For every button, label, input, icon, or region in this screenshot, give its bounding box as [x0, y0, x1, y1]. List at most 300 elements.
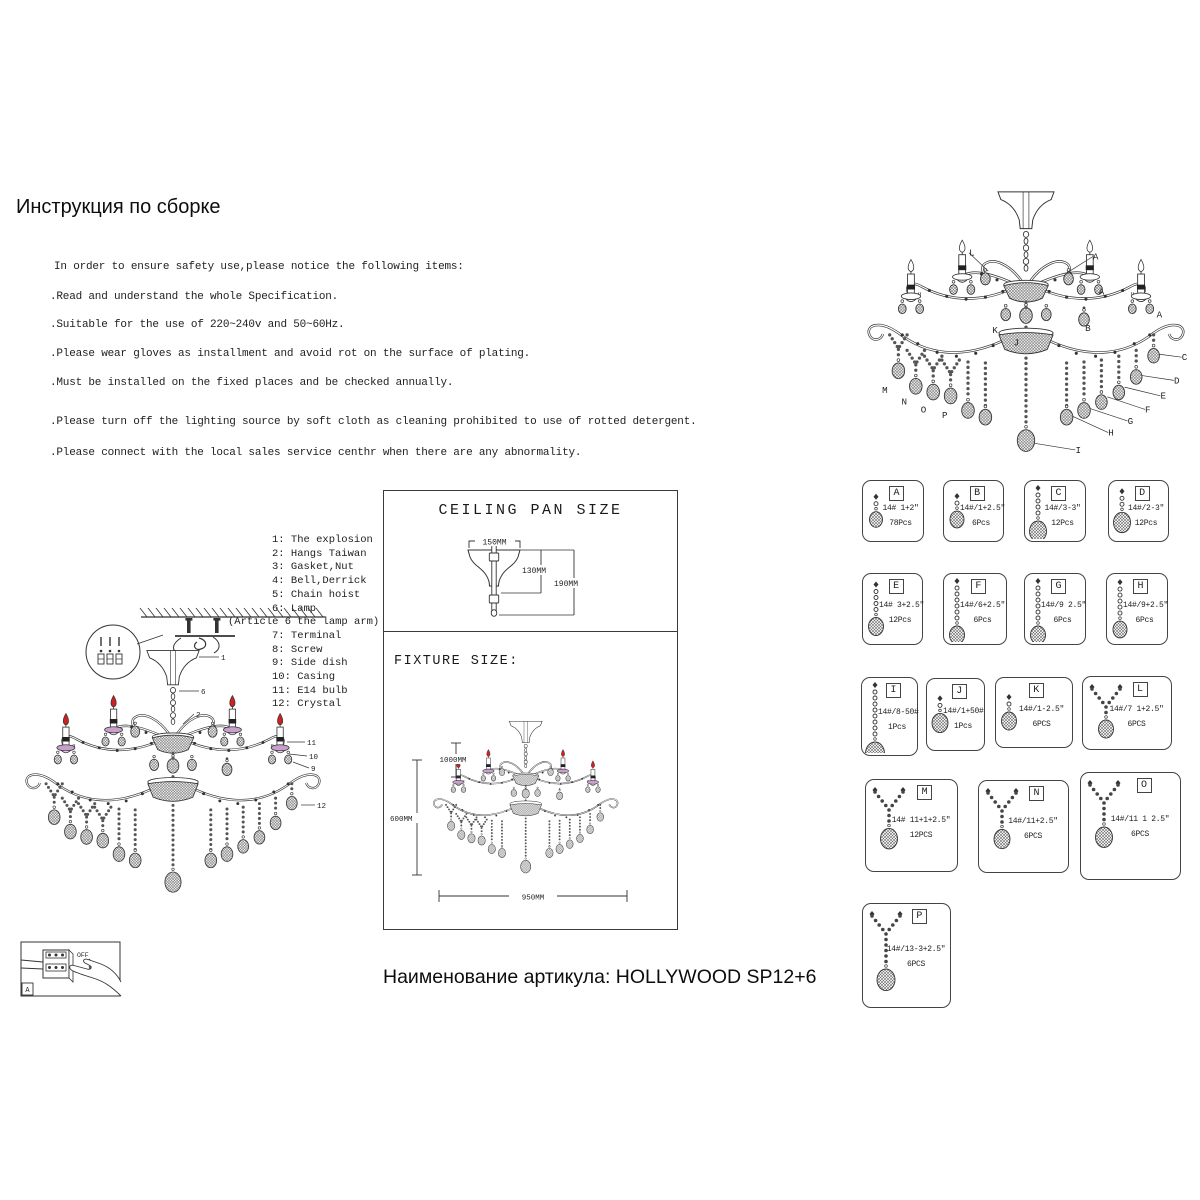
dim-label: 950MM	[521, 894, 545, 903]
crystal-pendant	[81, 826, 93, 845]
crystal-pendant	[498, 846, 505, 858]
part-qty: 12Pcs	[1051, 519, 1074, 529]
bead-string	[1082, 360, 1085, 395]
callout-number: 9	[311, 766, 316, 774]
callout-letter: A	[1156, 309, 1163, 321]
part-letter-badge: L	[1133, 682, 1148, 697]
crystal-pendant	[910, 374, 923, 394]
safety-line: .Suitable for the use of 220~240v and 50~60Hz.	[50, 319, 345, 331]
bead-string	[949, 373, 952, 382]
crystal-pendant	[254, 827, 265, 844]
safety-line: .Must be installed on the fixed places and be checked annually.	[50, 377, 454, 389]
bead-string	[569, 819, 571, 836]
crystal-pendant	[97, 829, 109, 848]
crystal-pendant	[1078, 398, 1091, 418]
part-box-M	[865, 779, 958, 872]
crystal-pendant	[1148, 344, 1160, 363]
y-pendant	[465, 816, 477, 825]
safety-notice	[50, 255, 697, 465]
crystal-pendant	[129, 849, 141, 868]
crystal-pendant	[461, 784, 466, 792]
off-label: OFF	[77, 952, 89, 959]
callout-letter: N	[901, 396, 907, 408]
crystal-pendant	[1017, 425, 1034, 451]
part-letter-badge: B	[970, 486, 985, 501]
part-qty: 6Pcs	[1135, 616, 1154, 626]
upper-bowl	[513, 774, 539, 785]
canopy	[147, 651, 199, 685]
fixture-chandelier	[434, 721, 618, 873]
part-box-E	[862, 573, 923, 645]
part-box-O	[1080, 772, 1181, 880]
part-qty: 12PCS	[909, 831, 933, 841]
crystal-pendant	[237, 733, 244, 746]
y-chain-crystal-icon	[864, 907, 910, 1010]
y-chain-crystal-icon	[1082, 776, 1128, 877]
callout-letter: D	[1174, 375, 1180, 387]
y-pendant	[45, 782, 64, 796]
crystal-pendant	[102, 733, 109, 746]
flame	[959, 240, 965, 252]
crystal-pendant	[491, 773, 496, 781]
bead-string	[589, 813, 591, 821]
crystal-pendant	[556, 773, 561, 781]
part-spec: 14#/1-2.5"	[1018, 704, 1064, 714]
y-chain-crystal-icon	[1084, 680, 1130, 752]
bead-string	[274, 797, 277, 810]
fixture-svg	[387, 713, 672, 915]
bobeche	[587, 780, 598, 784]
crystal-pendant	[927, 380, 940, 400]
crystal-pendant	[521, 858, 531, 873]
part-letter-badge: H	[1133, 579, 1148, 594]
parts-list-item: 6: Lamp	[272, 602, 317, 615]
flame	[487, 750, 490, 757]
callout-letter: O	[920, 404, 927, 416]
y-chain-crystal-icon	[980, 784, 1026, 870]
bead-chain-crystal-icon	[864, 484, 890, 544]
bobeche	[1080, 274, 1099, 281]
callout-letter: M	[882, 384, 888, 396]
callout-letter: H	[1108, 427, 1114, 439]
bobeche	[57, 745, 75, 751]
crystal-pendant	[187, 755, 196, 770]
part-spec: 14# 1+2"	[882, 504, 919, 514]
parts-list-item: 1: The explosion	[272, 534, 373, 546]
bobeche	[105, 727, 123, 733]
part-box-J	[926, 678, 985, 751]
part-letter-badge: N	[1029, 786, 1044, 801]
bead-string	[501, 820, 503, 847]
crystal-pendant	[898, 300, 906, 314]
crystal-pendant	[118, 733, 125, 746]
y-chain-crystal-icon	[980, 784, 1026, 875]
flame	[277, 714, 282, 725]
part-box-G	[1024, 573, 1086, 645]
part-letter-badge: J	[952, 684, 967, 699]
callout-letter: F	[1145, 404, 1151, 416]
bead-string	[914, 363, 917, 372]
bead-string	[242, 806, 245, 834]
crystal-pendant	[65, 820, 77, 839]
y-chain-crystal-icon	[864, 907, 910, 1005]
part-letter-badge: G	[1051, 579, 1066, 594]
crystal-pendant	[150, 755, 159, 770]
canopy	[509, 721, 542, 742]
bead-chain-crystal-icon	[997, 681, 1023, 750]
bead-string	[290, 782, 293, 790]
bead-chain-crystal-icon	[928, 682, 954, 753]
parts-list-item: 9: Side dish	[272, 657, 348, 670]
bead-string	[85, 816, 88, 824]
crystal-pendant	[597, 810, 604, 821]
crystal-pendant	[481, 773, 486, 781]
bobeche	[557, 769, 568, 773]
panel-divider	[384, 631, 677, 632]
crystal-pendant	[113, 843, 125, 862]
part-qty: 6PCS	[1130, 830, 1149, 840]
crystal-pendant	[1064, 269, 1074, 285]
bead-chain-crystal-icon	[1026, 577, 1052, 647]
part-box-K	[995, 677, 1073, 748]
crystal-pendant	[1077, 280, 1085, 294]
bobeche	[453, 780, 464, 784]
crystal-pendant	[1060, 405, 1073, 425]
part-box-I	[861, 677, 918, 756]
part-letter-badge: I	[886, 683, 901, 698]
part-letter-badge: D	[1135, 486, 1150, 501]
callout-number: 1	[221, 655, 226, 663]
safety-line: .Please connect with the local sales service centhr when there are any abnormality.	[50, 447, 582, 459]
part-qty: 6PCS	[1127, 720, 1146, 730]
crystal-pendant	[1001, 304, 1011, 320]
dim-label: 130MM	[522, 567, 547, 576]
bead-string	[258, 802, 261, 825]
crystal-pendant	[587, 823, 594, 834]
callout-letter: J	[1013, 337, 1020, 349]
hanging-chain	[1023, 231, 1028, 271]
hanging-chain	[524, 744, 527, 767]
crystal-pendant	[286, 792, 297, 809]
parts-list-item: 3: Gasket,Nut	[272, 561, 354, 574]
part-spec: 14#/7 1+2.5"	[1109, 705, 1164, 715]
page-title: Инструкция по сборке	[16, 196, 221, 218]
callout-letter: E	[1160, 390, 1167, 402]
part-box-L	[1082, 676, 1172, 750]
part-letter-badge: P	[912, 909, 927, 924]
crystal-pendant	[596, 784, 601, 792]
part-spec: 14#/2-3"	[1127, 504, 1164, 514]
crystal-pendant	[205, 849, 217, 868]
crystal-pendant	[208, 722, 217, 737]
part-spec: 14#/11+2.5"	[1008, 817, 1058, 827]
parts-list-item: 2: Hangs Taiwan	[272, 547, 367, 560]
crystal-pendant	[546, 846, 553, 858]
upper-bowl	[1004, 283, 1048, 302]
candle-arm-light	[102, 696, 125, 746]
bead-string	[1065, 361, 1068, 407]
bead-chain-crystal-icon	[1110, 484, 1136, 544]
parts-list-item: 8: Screw	[272, 643, 323, 656]
crystal-pendant	[222, 759, 232, 775]
callout-number: 2	[196, 712, 201, 720]
part-qty: 6PCS	[1032, 719, 1051, 729]
part-box-C	[1024, 480, 1086, 542]
exploded-install-diagram	[13, 595, 385, 916]
part-qty: 1Pcs	[887, 723, 906, 733]
crystal-pendant	[488, 842, 495, 854]
y-pendant	[77, 802, 96, 816]
part-box-D	[1108, 480, 1169, 542]
y-pendant	[93, 806, 112, 820]
safety-line: .Please turn off the lighting source by soft cloth as cleaning prohibited to use of rotted detergent.	[50, 416, 697, 428]
bead-string	[1024, 356, 1027, 423]
bead-string	[53, 796, 56, 804]
crystal-pendant	[270, 812, 281, 829]
parts-list-item: (Article 6 the lamp arm)	[228, 616, 380, 629]
crystal-pendant	[950, 280, 958, 294]
part-letter-badge: E	[889, 579, 904, 594]
bead-chain-crystal-icon	[1108, 577, 1134, 647]
crystal-pendant	[962, 398, 975, 418]
crystal-pendant	[566, 837, 573, 848]
crystal-pendant	[967, 280, 975, 294]
bead-string	[1152, 333, 1155, 342]
flame	[561, 750, 564, 757]
bead-string	[69, 810, 72, 818]
part-spec: 14#/1+2.5"	[960, 504, 1006, 514]
bead-string	[966, 360, 969, 395]
crystal-pendant	[165, 868, 181, 892]
exploded-chandelier	[27, 651, 320, 893]
assembly-svg	[852, 188, 1200, 478]
part-qty: 6PCS	[906, 960, 925, 970]
hanging-chain	[170, 687, 175, 724]
callout-number: 12	[317, 803, 327, 811]
bead-string	[579, 816, 581, 830]
crystal-pendant	[548, 766, 554, 776]
part-qty: 6Pcs	[971, 519, 990, 529]
part-qty: 6Pcs	[973, 616, 992, 626]
ceiling-hatch	[140, 608, 325, 617]
y-pendant	[923, 355, 944, 370]
part-box-F	[943, 573, 1007, 645]
dim-label: 190MM	[554, 580, 579, 589]
y-pendant	[888, 333, 909, 348]
part-letter-badge: F	[971, 579, 986, 594]
fixture-size-title: FIXTURE SIZE:	[394, 654, 519, 669]
crystal-pendant	[511, 787, 517, 797]
crystal-pendant	[892, 359, 905, 379]
bead-string	[932, 369, 935, 378]
crystal-pendant	[944, 384, 957, 404]
part-letter-badge: A	[889, 486, 904, 501]
bead-string	[481, 827, 483, 832]
y-chain-crystal-icon	[867, 783, 913, 869]
part-spec: 14# 11+1+2.5"	[891, 816, 951, 826]
y-chain-crystal-icon	[1082, 776, 1128, 882]
crystal-pendant	[586, 784, 591, 792]
part-qty: 6PCS	[1023, 832, 1042, 842]
crystal-pendant	[1146, 300, 1154, 314]
bead-string	[897, 348, 900, 357]
crystal-pendant	[221, 843, 233, 862]
bead-string	[984, 361, 987, 407]
parts-list-item: 7: Terminal	[272, 629, 342, 642]
exploded-svg	[13, 595, 385, 911]
assembly-label-diagram	[852, 188, 1200, 483]
part-spec: 14# 3+2.5"	[879, 601, 925, 611]
bobeche	[901, 293, 920, 300]
lower-bowl	[148, 782, 198, 802]
bead-string	[460, 821, 462, 826]
crystal-pendant	[478, 833, 485, 845]
crystal-pendant	[268, 751, 275, 764]
part-spec: 14#/3-3"	[1044, 504, 1081, 514]
callout-letter: P	[942, 410, 948, 422]
crystal-pendant	[556, 789, 562, 799]
y-pendant	[476, 819, 488, 828]
candle-arm-light	[481, 750, 496, 782]
part-box-H	[1106, 573, 1168, 645]
part-letter-badge: K	[1029, 683, 1044, 698]
dim-label: 150MM	[482, 538, 507, 548]
figure-label	[22, 983, 33, 995]
crystal-pendant	[1113, 381, 1125, 400]
crystal-pendant	[1096, 391, 1108, 410]
crystal-pendant	[54, 751, 61, 764]
bobeche	[483, 769, 494, 773]
part-qty: 12Pcs	[888, 616, 912, 626]
bobeche	[1131, 293, 1150, 300]
bobeche	[271, 745, 289, 751]
part-spec: 14#/1+50#	[943, 706, 984, 716]
parts-list-item: 4: Bell,Derrick	[272, 575, 367, 588]
safety-line: .Please wear gloves as installment and avoid rot on the surface of plating.	[50, 348, 531, 360]
fixture-diagram	[387, 713, 672, 920]
parts-list-item: 5: Chain hoist	[272, 588, 361, 601]
parts-list-item: 10: Casing	[272, 671, 336, 683]
callout-letter: C	[1181, 352, 1188, 364]
callout-number: 11	[307, 740, 317, 748]
crystal-pendant	[1041, 304, 1051, 320]
candle-arm-light	[221, 696, 244, 746]
parts-list-item: 11: E14 bulb	[272, 684, 348, 697]
lower-bowl	[510, 803, 542, 815]
ceiling-pan-title: CEILING PAN SIZE	[438, 502, 623, 519]
bead-string	[450, 812, 452, 817]
crystal-pendant	[556, 842, 563, 854]
upper-bowl	[152, 735, 193, 753]
bead-string	[525, 817, 527, 856]
ceiling-pan-diagram	[389, 523, 674, 628]
article-name: Наименование артикула: HOLLYWOOD SP12+6	[383, 966, 817, 988]
crystal-pendant	[1128, 300, 1136, 314]
bobeche	[223, 727, 241, 733]
svg-text:A: A	[25, 987, 30, 995]
callout-letter: I	[1075, 444, 1081, 456]
bead-string	[559, 820, 561, 841]
flame	[1138, 260, 1144, 272]
fixture-dimensions	[388, 743, 627, 903]
candle-arm-light	[556, 750, 571, 782]
bead-string	[491, 820, 493, 841]
crystal-pendant	[458, 828, 465, 840]
part-qty: 6Pcs	[1053, 616, 1072, 626]
crystal-pendant	[238, 836, 249, 853]
y-chain-crystal-icon	[867, 783, 913, 874]
lower-bowl	[999, 333, 1053, 354]
callout-letter: L	[969, 247, 975, 259]
crystal-pendant	[285, 751, 292, 764]
part-box-A	[862, 480, 924, 542]
dim-label: 600MM	[390, 816, 413, 824]
callout-letter: K	[992, 325, 998, 336]
bead-string	[1117, 355, 1120, 380]
flame	[63, 714, 68, 725]
size-panel	[383, 490, 678, 930]
bead-string	[1135, 349, 1138, 363]
part-qty: 1Pcs	[953, 721, 972, 731]
part-letter-badge: O	[1137, 778, 1152, 793]
bead-string	[101, 819, 104, 827]
callout-letter: A	[1098, 286, 1105, 298]
part-box-B	[943, 480, 1004, 542]
safety-line: In order to ensure safety use,please notice the following items:	[54, 261, 464, 273]
flame	[111, 696, 116, 707]
bead-string	[225, 807, 228, 840]
ceiling-pan-svg	[389, 523, 674, 623]
bead-chain-crystal-icon	[945, 577, 971, 647]
bead-chain-crystal-icon	[945, 484, 971, 544]
bead-string	[134, 808, 137, 851]
bead-string	[470, 825, 472, 830]
bead-chain-crystal-icon	[1026, 484, 1052, 544]
part-spec: 14#/8-50#	[878, 708, 919, 718]
crystal-pendant	[916, 300, 924, 314]
bead-string	[171, 804, 174, 866]
bead-string	[548, 820, 550, 847]
part-letter-badge: C	[1051, 486, 1066, 501]
crystal-pendant	[48, 806, 60, 825]
part-spec: 14#/9+2.5"	[1123, 601, 1169, 611]
flame	[1087, 240, 1093, 252]
callout-letter: A	[1092, 251, 1099, 263]
crystal-pendant	[221, 733, 228, 746]
crystal-pendant	[566, 773, 571, 781]
crystal-pendant	[451, 784, 456, 792]
part-spec: 14#/9 2.5"	[1041, 601, 1087, 611]
part-spec: 14#/11 1 2.5"	[1110, 815, 1170, 825]
parts-list-item: 12: Crystal	[272, 698, 342, 711]
bead-string	[209, 808, 212, 851]
bobeche	[953, 274, 972, 281]
callout-letter: B	[1085, 323, 1091, 335]
assembly-chandelier	[869, 192, 1184, 452]
part-box-P	[862, 903, 951, 1008]
canopy	[998, 192, 1054, 229]
crystal-pendant	[1130, 365, 1142, 384]
callout-number: 10	[309, 754, 319, 762]
flame	[591, 761, 594, 768]
crystal-pendant	[468, 831, 475, 843]
callout-number: 6	[201, 689, 206, 697]
power-off-figure	[13, 936, 129, 1009]
safety-line: .Read and understand the whole Specification.	[50, 291, 339, 303]
ceiling-pan-drawing	[468, 538, 520, 616]
y-pendant	[445, 804, 457, 813]
crystal-pendant	[577, 832, 584, 843]
